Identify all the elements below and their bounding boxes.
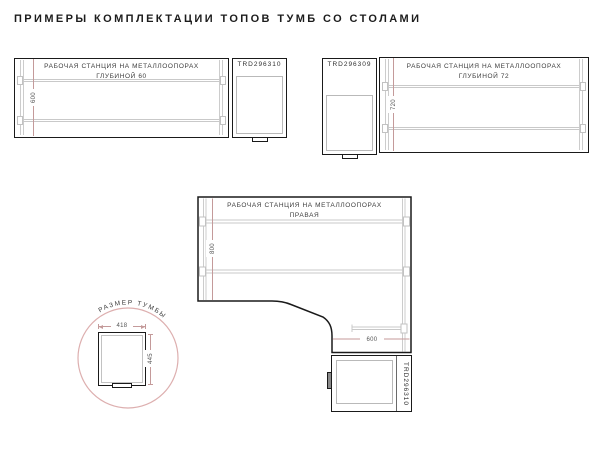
dimension-arrow xyxy=(99,325,103,329)
dimension-tick xyxy=(148,334,153,335)
cabinet-top-panel xyxy=(336,360,393,404)
cabinet-code: TRD296310 xyxy=(402,361,409,406)
cabinet-code: TRD296310 xyxy=(237,61,282,68)
width-dimension-label: 418 xyxy=(111,322,133,330)
return-dimension-label: 600 xyxy=(360,335,384,344)
cabinet-handle xyxy=(327,372,332,389)
corner-desk-title-line2: ПРАВАЯ xyxy=(289,212,320,220)
desk72-title-line1: РАБОЧАЯ СТАНЦИЯ НА МЕТАЛЛООПОРАХ xyxy=(406,63,562,70)
depth-dimension-label: 600 xyxy=(27,89,40,106)
cabinet-detail-inner-panel xyxy=(101,335,143,383)
corner-desk-title xyxy=(198,201,411,221)
detail-depth-dimension-label: 445 xyxy=(144,350,157,367)
cabinet-detail-top-view xyxy=(98,332,146,386)
desk72-title-line2: ГЛУБИНОЙ 72 xyxy=(458,73,510,81)
cabinet-detail-arc-label: РАЗМЕР ТУМБЫ xyxy=(97,299,168,321)
page-title: ПРИМЕРЫ КОМПЛЕКТАЦИИ ТОПОВ ТУМБ СО СТОЛАМИ xyxy=(14,13,422,25)
cabinet-code: TRD296309 xyxy=(327,61,372,68)
cabinet-handle xyxy=(112,383,132,388)
dimension-tick xyxy=(148,384,153,385)
desk60-title-line2: ГЛУБИНОЙ 60 xyxy=(96,73,147,81)
depth-dimension-label: 720 xyxy=(387,96,400,113)
corner-desk-cabinet-box xyxy=(331,355,412,412)
depth-dimension-label: 800 xyxy=(206,240,219,257)
desk60-title-line1: РАБОЧАЯ СТАНЦИЯ НА МЕТАЛЛООПОРАХ xyxy=(44,63,199,70)
corner-desk-title-line1: РАБОЧАЯ СТАНЦИЯ НА МЕТАЛЛООПОРАХ xyxy=(227,202,382,209)
dimension-arrow xyxy=(141,325,145,329)
dimension-tick xyxy=(145,324,146,329)
cabinet-label-divider xyxy=(396,356,397,411)
